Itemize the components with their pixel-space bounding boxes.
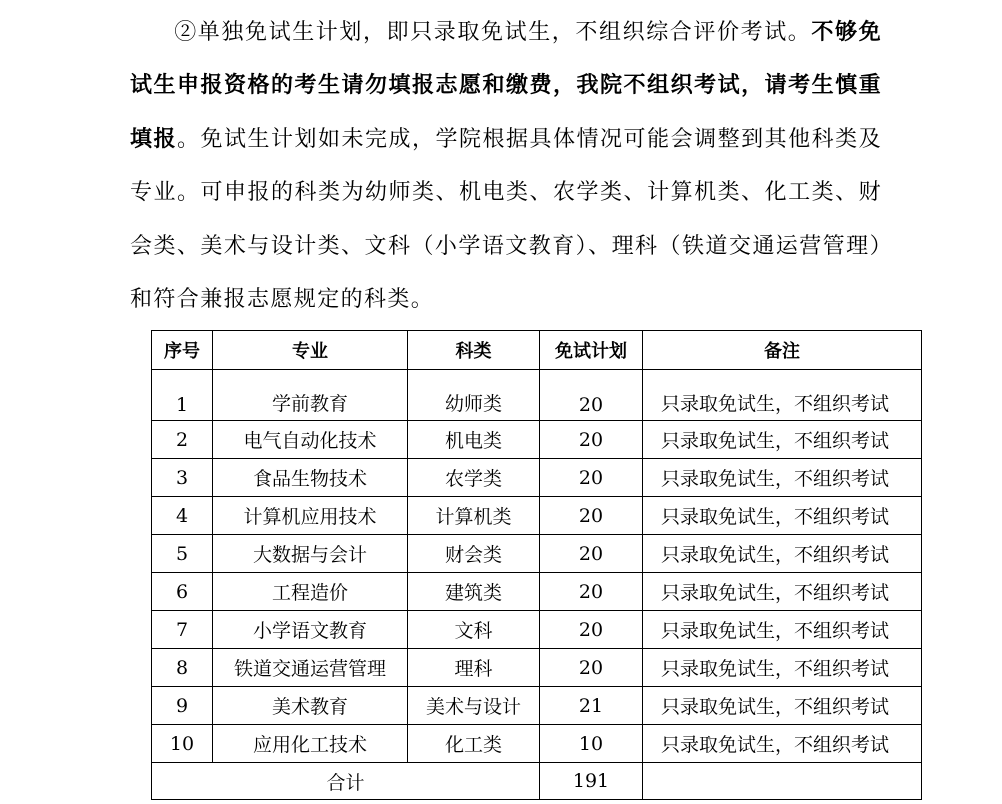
cell-remark: 只录取免试生，不组织考试 xyxy=(643,725,922,763)
table-row xyxy=(152,687,922,725)
cell-no: 10 xyxy=(152,725,213,763)
exemption-plan-paragraph xyxy=(130,6,882,326)
cell-remark: 只录取免试生，不组织考试 xyxy=(643,649,922,687)
table-row xyxy=(152,725,922,763)
cell-major: 工程造价 xyxy=(213,573,408,611)
cell-category: 理科 xyxy=(408,649,540,687)
cell-category: 美术与设计 xyxy=(408,687,540,725)
table-row xyxy=(152,535,922,573)
total-label: 合计 xyxy=(152,763,540,800)
paragraph-warning: 不够免试生申报资格的考生请勿填报志愿和缴费，我院不组织考试，请考生慎重填报 xyxy=(130,20,882,152)
cell-major: 铁道交通运营管理 xyxy=(213,649,408,687)
table-row xyxy=(152,497,922,535)
table-row xyxy=(152,611,922,649)
cell-category: 建筑类 xyxy=(408,573,540,611)
cell-category: 化工类 xyxy=(408,725,540,763)
cell-category: 机电类 xyxy=(408,421,540,459)
cell-no: 5 xyxy=(152,535,213,573)
cell-major: 电气自动化技术 xyxy=(213,421,408,459)
cell-plan: 20 xyxy=(540,370,643,421)
table-row xyxy=(152,459,922,497)
cell-plan: 20 xyxy=(540,573,643,611)
header-plan: 免试计划 xyxy=(540,331,643,370)
cell-no: 2 xyxy=(152,421,213,459)
paragraph-tail: 。免试生计划如未完成，学院根据具体情况可能会调整到其他科类及专业。可申报的科类为幼师类、机电类、农学类、计算机类、化工类、财会类、美术与设计类、文科（小学语文教育）、理科（铁道交通运营管理）和符合兼报志愿规定的科类。 xyxy=(130,126,882,313)
cell-no: 9 xyxy=(152,687,213,725)
cell-category: 幼师类 xyxy=(408,370,540,421)
cell-major: 美术教育 xyxy=(213,687,408,725)
cell-remark: 只录取免试生，不组织考试 xyxy=(643,535,922,573)
table-header-row xyxy=(152,331,922,370)
cell-major: 大数据与会计 xyxy=(213,535,408,573)
exemption-plan-table xyxy=(151,330,922,800)
total-plan: 191 xyxy=(540,763,643,800)
cell-major: 小学语文教育 xyxy=(213,611,408,649)
cell-no: 4 xyxy=(152,497,213,535)
cell-major: 学前教育 xyxy=(213,370,408,421)
cell-plan: 20 xyxy=(540,611,643,649)
cell-no: 3 xyxy=(152,459,213,497)
cell-plan: 20 xyxy=(540,535,643,573)
table-row xyxy=(152,370,922,421)
cell-remark: 只录取免试生，不组织考试 xyxy=(643,459,922,497)
cell-plan: 20 xyxy=(540,497,643,535)
cell-remark: 只录取免试生，不组织考试 xyxy=(643,497,922,535)
cell-no: 1 xyxy=(152,370,213,421)
header-remark: 备注 xyxy=(643,331,922,370)
header-major: 专业 xyxy=(213,331,408,370)
cell-category: 财会类 xyxy=(408,535,540,573)
table-total-row xyxy=(152,763,922,800)
cell-category: 计算机类 xyxy=(408,497,540,535)
total-remark xyxy=(643,763,922,800)
header-no: 序号 xyxy=(152,331,213,370)
cell-no: 8 xyxy=(152,649,213,687)
table-row xyxy=(152,649,922,687)
table-row xyxy=(152,573,922,611)
cell-major: 食品生物技术 xyxy=(213,459,408,497)
cell-remark: 只录取免试生，不组织考试 xyxy=(643,421,922,459)
cell-no: 7 xyxy=(152,611,213,649)
table-row xyxy=(152,421,922,459)
cell-no: 6 xyxy=(152,573,213,611)
paragraph-lead: ②单独免试生计划，即只录取免试生，不组织综合评价考试。 xyxy=(174,20,812,45)
cell-major: 计算机应用技术 xyxy=(213,497,408,535)
cell-plan: 21 xyxy=(540,687,643,725)
cell-remark: 只录取免试生，不组织考试 xyxy=(643,687,922,725)
cell-category: 文科 xyxy=(408,611,540,649)
header-category: 科类 xyxy=(408,331,540,370)
cell-remark: 只录取免试生，不组织考试 xyxy=(643,573,922,611)
cell-major: 应用化工技术 xyxy=(213,725,408,763)
cell-category: 农学类 xyxy=(408,459,540,497)
cell-plan: 10 xyxy=(540,725,643,763)
cell-plan: 20 xyxy=(540,459,643,497)
cell-remark: 只录取免试生，不组织考试 xyxy=(643,370,922,421)
cell-plan: 20 xyxy=(540,421,643,459)
cell-plan: 20 xyxy=(540,649,643,687)
cell-remark: 只录取免试生，不组织考试 xyxy=(643,611,922,649)
